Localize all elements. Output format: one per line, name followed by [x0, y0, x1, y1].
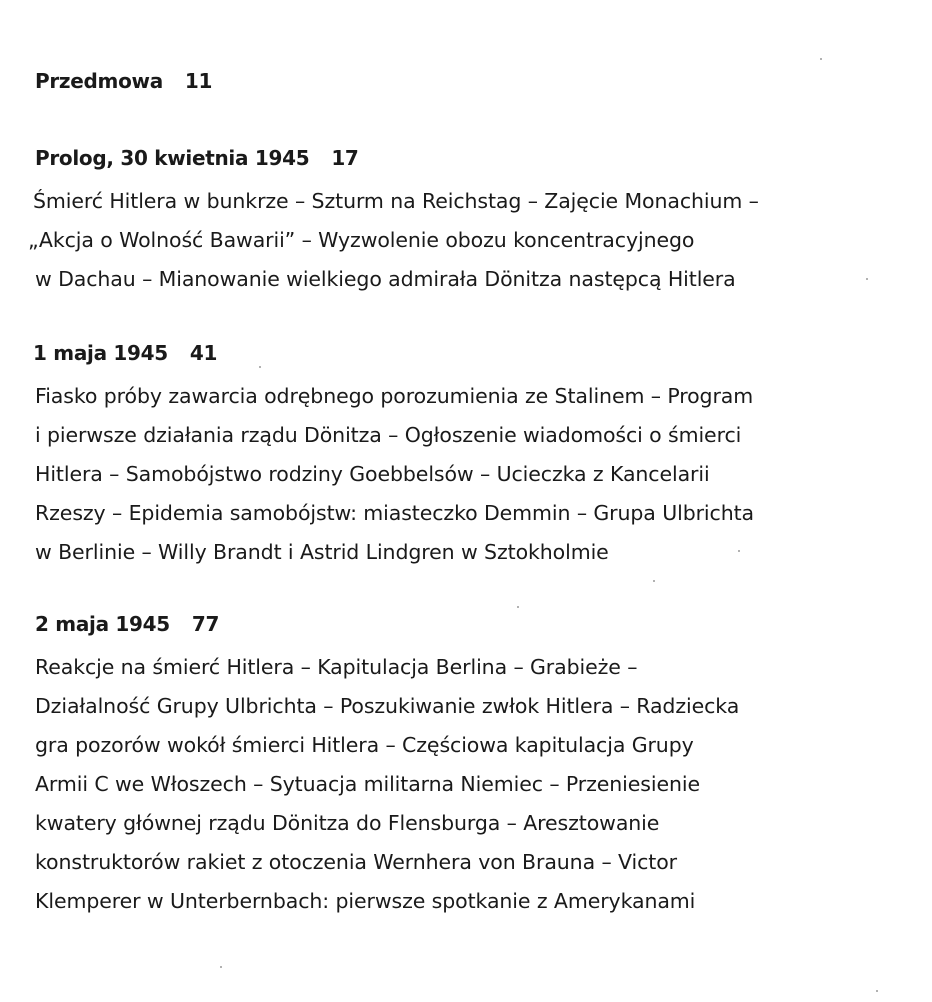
toc-entry-summary	[28, 182, 895, 299]
summary-line: Armii C we Włoszech – Sytuacja militarna Niemiec – Przeniesienie	[35, 772, 700, 796]
scan-speck	[259, 366, 261, 368]
summary-line: Hitlera – Samobójstwo rodziny Goebbelsów – Ucieczka z Kancelarii	[35, 462, 710, 486]
toc-entry-heading	[35, 146, 895, 170]
scan-speck	[738, 550, 740, 552]
toc-entry-page-number: 77	[191, 612, 220, 636]
summary-line: Działalność Grupy Ulbrichta – Poszukiwanie zwłok Hitlera – Radziecka	[35, 694, 740, 718]
toc-entry-title: 1 maja 1945	[33, 341, 168, 365]
toc-entry-1-maja	[35, 341, 895, 572]
summary-line: gra pozorów wokół śmierci Hitlera – Częściowa kapitulacja Grupy	[35, 733, 694, 757]
summary-line: w Berlinie – Willy Brandt i Astrid Lindgren w Sztokholmie	[35, 540, 609, 564]
summary-line: „Akcja o Wolność Bawarii” – Wyzwolenie obozu koncentracyjnego	[28, 228, 695, 252]
toc-entry-title: Prolog, 30 kwietnia 1945	[35, 146, 310, 170]
summary-line: Reakcje na śmierć Hitlera – Kapitulacja Berlina – Grabieże –	[35, 655, 638, 679]
summary-line: Fiasko próby zawarcia odrębnego porozumienia ze Stalinem – Program	[35, 384, 754, 408]
summary-line: kwatery głównej rządu Dönitza do Flensburga – Aresztowanie	[35, 811, 660, 835]
toc-entry-heading	[33, 341, 895, 365]
toc-entry-title: 2 maja 1945	[35, 612, 170, 636]
summary-line: konstruktorów rakiet z otoczenia Wernhera von Brauna – Victor	[35, 850, 677, 874]
toc-entry-page-number: 41	[189, 341, 218, 365]
toc-entry-title: Przedmowa	[35, 69, 163, 93]
toc-entry-2-maja	[35, 612, 895, 921]
toc-entry-summary	[35, 648, 895, 921]
toc-entry-prolog	[28, 146, 895, 299]
toc-entry-page-number: 11	[184, 69, 213, 93]
scan-speck	[220, 966, 222, 968]
toc-entry-heading	[35, 69, 895, 93]
toc-entry-summary	[35, 377, 895, 572]
scan-speck	[866, 278, 868, 280]
summary-line: Klemperer w Unterbernbach: pierwsze spotkanie z Amerykanami	[35, 889, 696, 913]
scan-speck	[653, 580, 655, 582]
scan-speck	[517, 606, 519, 608]
toc-entry-przedmowa	[35, 69, 895, 93]
scan-speck	[876, 990, 878, 992]
toc-entry-page-number: 17	[331, 146, 359, 170]
scan-speck	[820, 58, 822, 60]
summary-line: Śmierć Hitlera w bunkrze – Szturm na Reichstag – Zajęcie Monachium –	[33, 189, 759, 213]
summary-line: Rzeszy – Epidemia samobójstw: miasteczko Demmin – Grupa Ulbrichta	[35, 501, 754, 525]
summary-line: i pierwsze działania rządu Dönitza – Ogłoszenie wiadomości o śmierci	[35, 423, 742, 447]
toc-entry-heading	[35, 612, 895, 636]
summary-line: w Dachau – Mianowanie wielkiego admirała Dönitza następcą Hitlera	[35, 267, 736, 291]
